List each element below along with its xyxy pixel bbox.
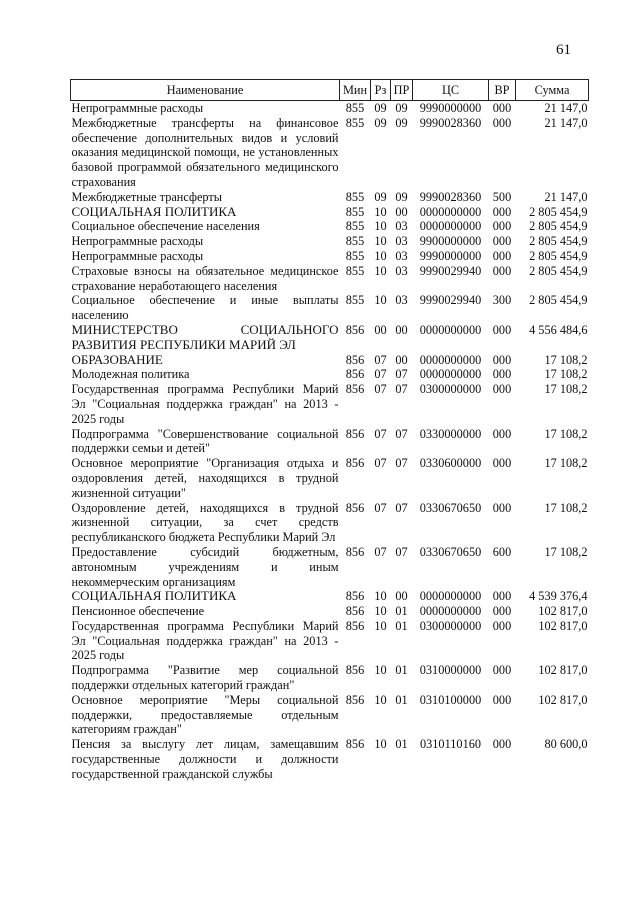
cell-cs: 9990000000 [419,248,482,263]
cell-cs: 0330000000 [419,426,482,441]
cell-sum: 80 600,0 [544,737,588,752]
cell-name: Непрограммные расходы [71,101,204,115]
cell-rz: 10 [374,589,387,604]
cell-vr: 000 [492,352,512,367]
cell-rz: 07 [374,367,387,382]
cell-min: 855 [345,189,365,204]
table-row [71,264,589,294]
table-row [71,205,589,220]
cell-name: Оздоровление детей, находящихся в трудной жизненной ситуации, за счет средств республиканского бюджета Республики Марий Эл [71,500,339,545]
cell-min: 855 [345,234,365,249]
cell-name: Подпрограмма "Развитие мер социальной поддержки отдельных категорий граждан" [71,663,339,693]
cell-name: Основное мероприятие "Организация отдыха и оздоровления детей, находящихся в трудной жизненной ситуации" [71,456,339,500]
cell-pr: 01 [395,663,408,678]
table-row [71,619,589,663]
cell-cs: 9990028360 [419,115,482,130]
cell-min: 856 [345,589,365,604]
cell-vr: 500 [492,189,512,204]
cell-rz: 10 [374,263,387,278]
cell-pr: 01 [395,604,408,619]
table-row [71,382,589,426]
cell-name: Государственная программа Республики Марий Эл "Социальная поддержка граждан" на 2013 - 2025 годы [71,382,339,426]
cell-sum: 17 108,2 [544,500,588,515]
cell-min: 855 [345,263,365,278]
cell-rz: 00 [374,322,387,337]
cell-pr: 07 [395,426,408,441]
cell-vr: 000 [492,322,512,337]
budget-table [70,79,589,782]
cell-rz: 07 [374,352,387,367]
cell-sum: 17 108,2 [544,426,588,441]
cell-rz: 10 [374,219,387,234]
cell-sum: 102 817,0 [538,692,588,707]
cell-vr: 000 [492,234,512,249]
cell-min: 856 [345,544,365,559]
cell-pr: 09 [395,101,408,115]
cell-sum: 17 108,2 [544,382,588,397]
cell-vr: 000 [492,367,512,382]
cell-cs: 9990029940 [419,293,482,308]
table-row [71,456,589,500]
cell-sum: 21 147,0 [544,115,588,130]
cell-rz: 10 [374,663,387,678]
cell-cs: 0310100000 [419,692,482,707]
header-sum: Сумма [516,80,589,101]
cell-name: Межбюджетные трансферты [71,189,223,204]
table-body [71,101,589,782]
cell-cs: 0000000000 [419,589,482,604]
cell-vr: 000 [492,456,512,471]
cell-name: Непрограммные расходы [71,248,204,263]
cell-sum: 102 817,0 [538,663,588,678]
cell-cs: 0000000000 [419,352,482,367]
cell-vr: 000 [492,382,512,397]
cell-pr: 01 [395,618,408,633]
table-row [71,234,589,249]
cell-pr: 07 [395,544,408,559]
cell-sum: 4 556 484,6 [529,322,588,337]
cell-sum: 102 817,0 [538,618,588,633]
cell-cs: 0000000000 [419,604,482,619]
cell-sum: 2 805 454,9 [529,234,588,249]
cell-cs: 0300000000 [419,618,482,633]
cell-cs: 0300000000 [419,382,482,397]
cell-vr: 000 [492,618,512,633]
cell-sum: 21 147,0 [544,101,588,115]
cell-cs: 9990000000 [419,101,482,115]
cell-vr: 000 [492,219,512,234]
cell-name: ОБРАЗОВАНИЕ [71,351,163,367]
cell-rz: 07 [374,426,387,441]
cell-pr: 00 [395,589,408,604]
cell-rz: 10 [374,604,387,619]
table-row [71,501,589,545]
cell-min: 856 [345,426,365,441]
cell-vr: 000 [492,115,512,130]
cell-cs: 0310110160 [419,737,482,752]
cell-rz: 09 [374,189,387,204]
cell-cs: 9900000000 [419,234,482,249]
cell-cs: 9990028360 [419,189,482,204]
table-row [71,353,589,368]
cell-min: 856 [345,382,365,397]
cell-pr: 00 [395,204,408,219]
table-row [71,427,589,457]
cell-name: СОЦИАЛЬНАЯ ПОЛИТИКА [71,203,237,219]
table-row [71,190,589,205]
cell-pr: 09 [395,115,408,130]
cell-pr: 07 [395,456,408,471]
cell-pr: 07 [395,500,408,515]
cell-sum: 2 805 454,9 [529,248,588,263]
cell-pr: 03 [395,219,408,234]
cell-rz: 10 [374,737,387,752]
cell-cs: 0000000000 [419,367,482,382]
cell-pr: 03 [395,234,408,249]
table-row [71,293,589,323]
header-rz: Рз [371,80,391,101]
cell-min: 856 [345,618,365,633]
cell-vr: 000 [492,248,512,263]
cell-min: 855 [345,204,365,219]
cell-vr: 600 [492,544,512,559]
table-row [71,367,589,382]
table-row [71,249,589,264]
cell-cs: 0310000000 [419,663,482,678]
cell-rz: 10 [374,248,387,263]
cell-rz: 09 [374,101,387,115]
cell-min: 856 [345,692,365,707]
cell-sum: 2 805 454,9 [529,263,588,278]
page-number: 61 [556,42,571,58]
cell-pr: 03 [395,263,408,278]
cell-name: Пенсионное обеспечение [71,604,205,619]
header-min: Мин [340,80,371,101]
cell-min: 855 [345,293,365,308]
cell-vr: 000 [492,589,512,604]
cell-vr: 000 [492,204,512,219]
cell-vr: 000 [492,604,512,619]
cell-sum: 2 805 454,9 [529,204,588,219]
cell-sum: 4 539 376,4 [529,589,588,604]
cell-pr: 00 [395,322,408,337]
cell-pr: 07 [395,367,408,382]
cell-name: Государственная программа Республики Марий Эл "Социальная поддержка граждан" на 2013 - 2025 годы [71,618,339,663]
cell-pr: 03 [395,248,408,263]
cell-sum: 17 108,2 [544,456,588,471]
cell-rz: 10 [374,293,387,308]
cell-vr: 000 [492,101,512,115]
cell-name: Пенсия за выслугу лет лицам, замещавшим государственные должности и должности государственной гражданской службы [71,737,339,781]
table-row [71,116,589,190]
cell-name: Социальное обеспечение и иные выплаты населению [71,293,339,323]
cell-cs: 0330670650 [419,544,482,559]
table-row [71,737,589,781]
table-row [71,219,589,234]
cell-name: МИНИСТЕРСТВО СОЦИАЛЬНОГО РАЗВИТИЯ РЕСПУБЛИКИ МАРИЙ ЭЛ [71,321,339,352]
cell-min: 856 [345,500,365,515]
cell-pr: 03 [395,293,408,308]
cell-sum: 17 108,2 [544,367,588,382]
cell-vr: 000 [492,500,512,515]
cell-min: 856 [345,322,365,337]
cell-vr: 000 [492,737,512,752]
cell-name: Предоставление субсидий бюджетным, автономным учреждениям и иным некоммерческим организациям [71,544,339,589]
header-name: Наименование [71,80,340,101]
cell-min: 855 [345,115,365,130]
cell-min: 855 [345,219,365,234]
cell-min: 856 [345,352,365,367]
table-row [71,101,589,116]
cell-min: 856 [345,367,365,382]
cell-name: Страховые взносы на обязательное медицинское страхование неработающего населения [71,263,339,293]
table-row [71,604,589,619]
cell-pr: 01 [395,737,408,752]
cell-min: 856 [345,456,365,471]
cell-pr: 00 [395,352,408,367]
cell-cs: 0000000000 [419,322,482,337]
cell-min: 856 [345,737,365,752]
header-row [71,80,589,101]
cell-cs: 0330670650 [419,500,482,515]
cell-sum: 102 817,0 [538,604,588,619]
cell-rz: 09 [374,115,387,130]
cell-name: Подпрограмма "Совершенствование социальной поддержки семьи и детей" [71,426,339,456]
cell-sum: 2 805 454,9 [529,219,588,234]
cell-name: Основное мероприятие "Меры социальной поддержки, предоставляемые отдельным категориям граждан" [71,692,339,737]
cell-vr: 000 [492,663,512,678]
cell-sum: 2 805 454,9 [529,293,588,308]
cell-min: 856 [345,604,365,619]
cell-vr: 000 [492,692,512,707]
cell-name: Непрограммные расходы [71,234,204,249]
cell-pr: 07 [395,382,408,397]
cell-cs: 0330600000 [419,456,482,471]
cell-rz: 10 [374,204,387,219]
header-vr: ВР [489,80,516,101]
table-row [71,663,589,693]
cell-vr: 000 [492,263,512,278]
table-row [71,545,589,589]
table-header [71,80,589,101]
cell-pr: 01 [395,692,408,707]
cell-vr: 000 [492,426,512,441]
cell-min: 856 [345,663,365,678]
cell-min: 855 [345,101,365,115]
cell-vr: 300 [492,293,512,308]
table-row [71,693,589,737]
table-row [71,323,589,353]
cell-pr: 09 [395,189,408,204]
cell-sum: 21 147,0 [544,189,588,204]
cell-name: Социальное обеспечение населения [71,219,260,234]
cell-name: СОЦИАЛЬНАЯ ПОЛИТИКА [71,588,237,604]
cell-rz: 07 [374,382,387,397]
cell-rz: 07 [374,500,387,515]
cell-cs: 0000000000 [419,219,482,234]
cell-sum: 17 108,2 [544,352,588,367]
cell-rz: 10 [374,618,387,633]
header-cs: ЦС [413,80,489,101]
cell-name: Межбюджетные трансферты на финансовое обеспечение дополнительных видов и условий оказания медицинской помощи, не установленных базовой программой обязательного медицинского страхования [71,115,339,189]
cell-rz: 07 [374,544,387,559]
cell-rz: 07 [374,456,387,471]
cell-rz: 10 [374,234,387,249]
header-pr: ПР [391,80,413,101]
cell-min: 855 [345,248,365,263]
cell-name: Молодежная политика [71,367,190,382]
cell-cs: 0000000000 [419,204,482,219]
cell-cs: 9990029940 [419,263,482,278]
cell-rz: 10 [374,692,387,707]
table-row [71,589,589,604]
cell-sum: 17 108,2 [544,544,588,559]
